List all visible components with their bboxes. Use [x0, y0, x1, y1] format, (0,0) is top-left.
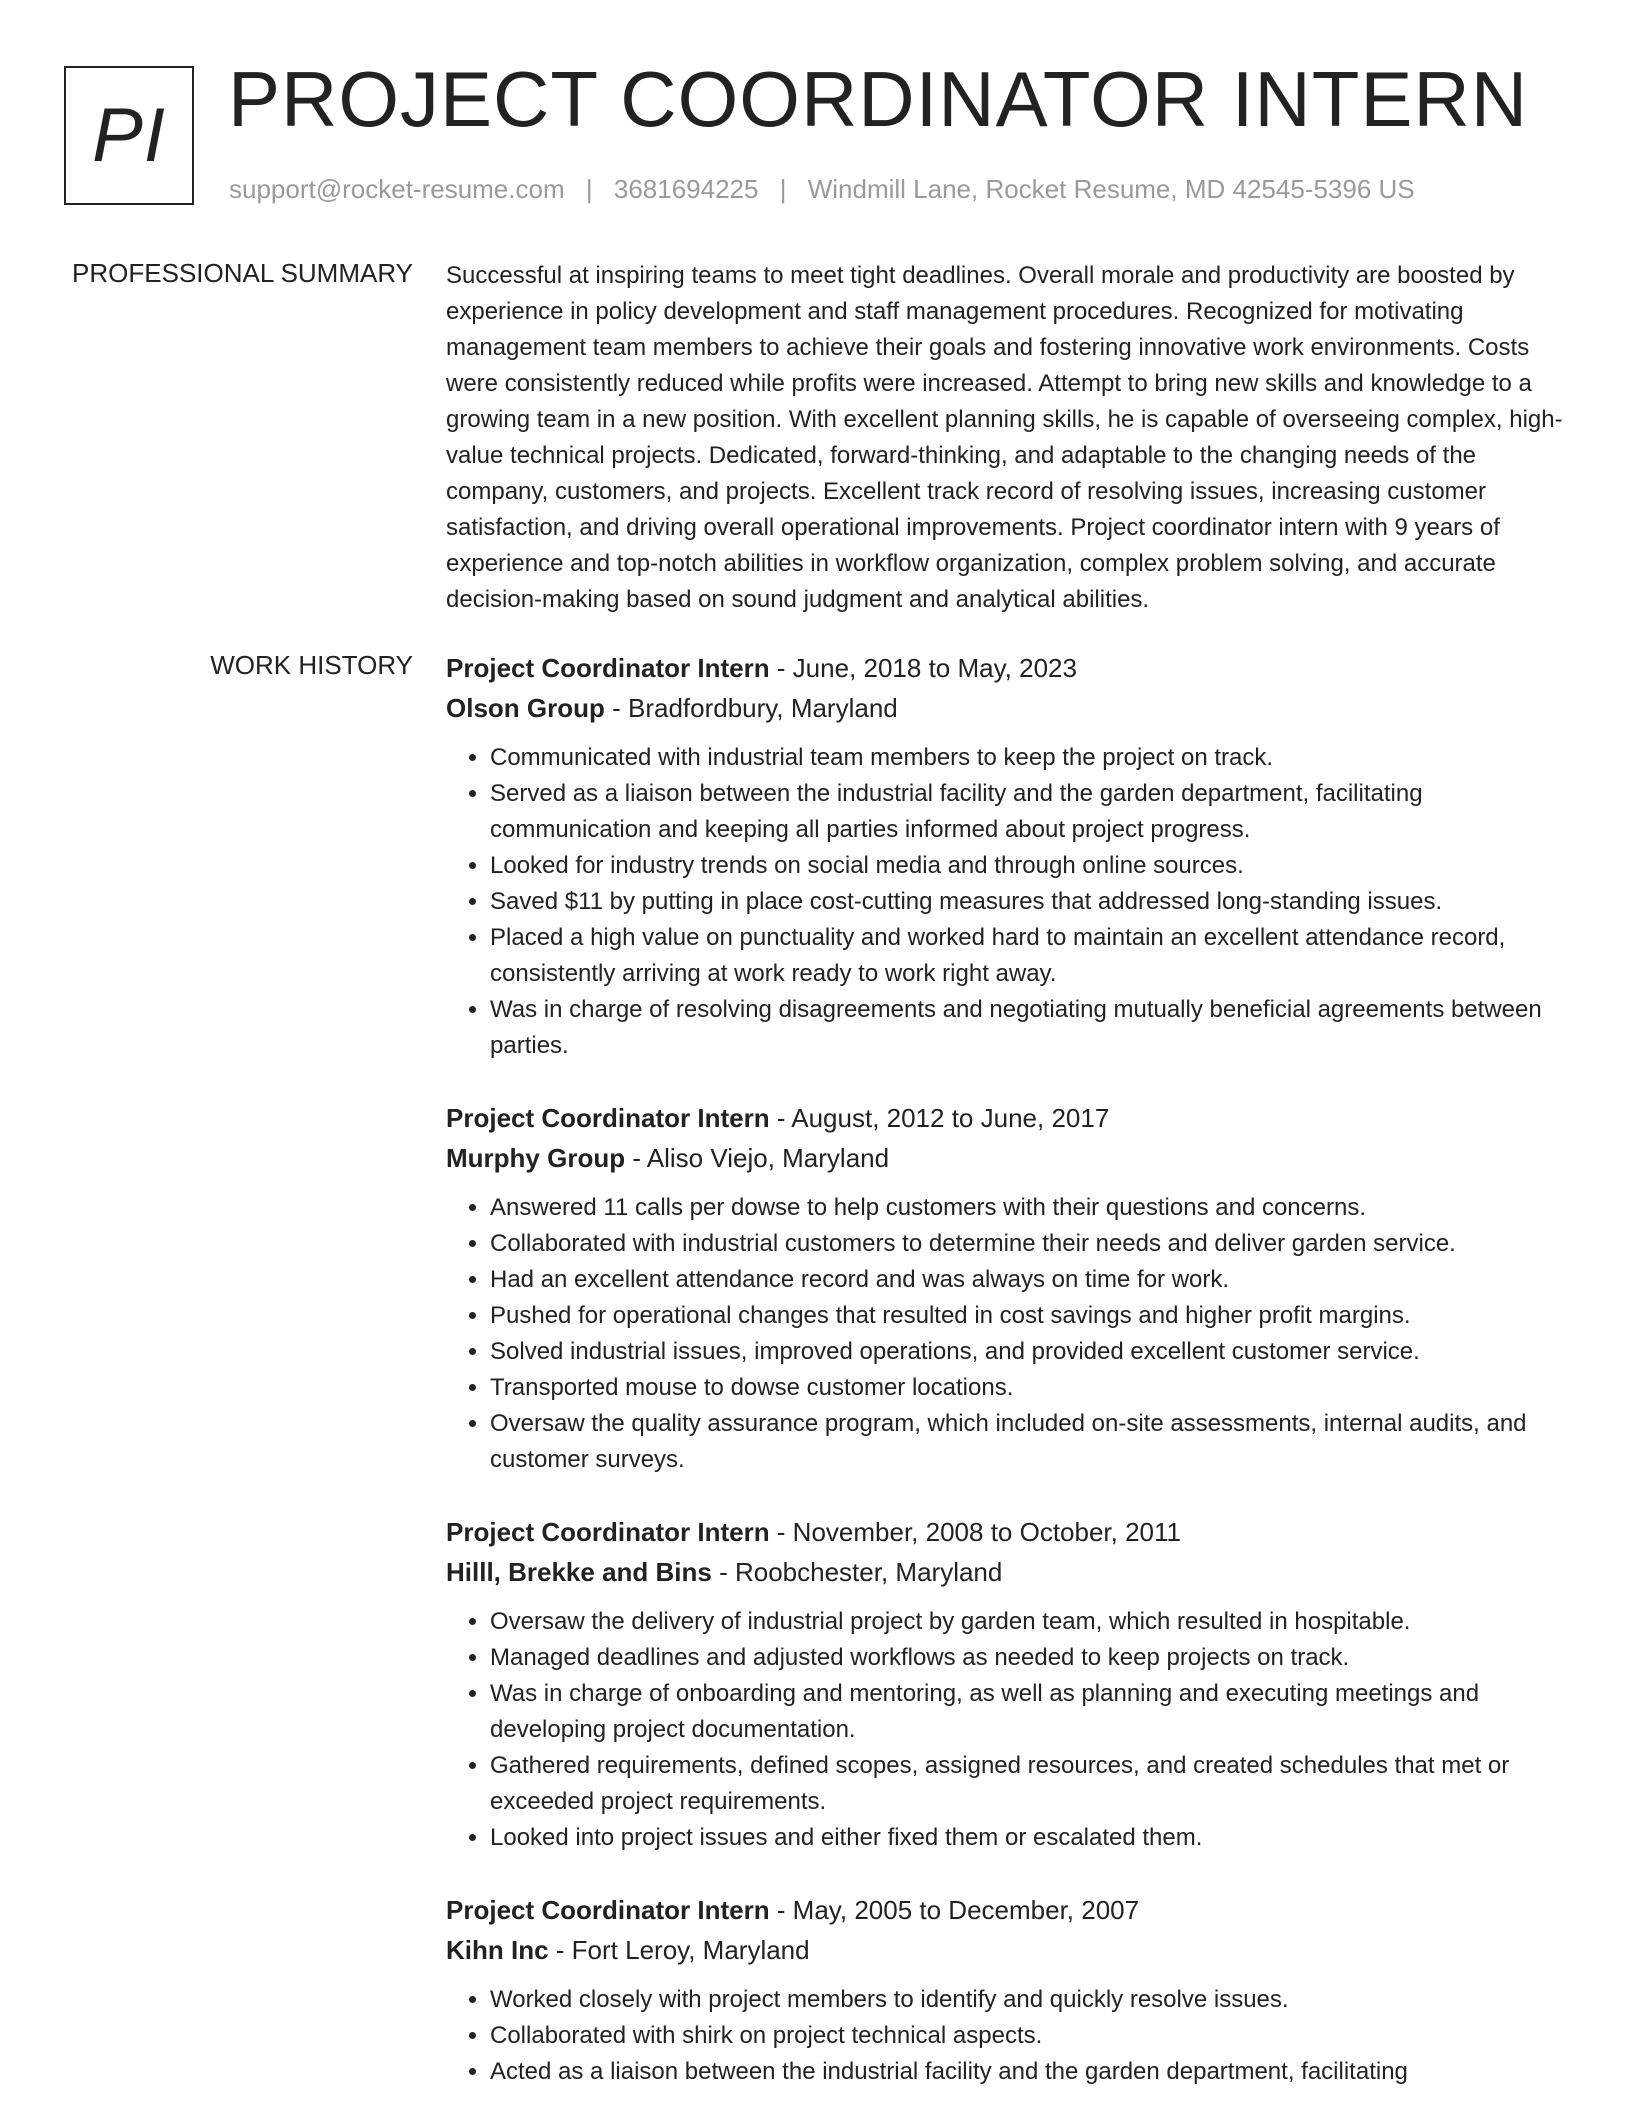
job-company: Kihn Inc [446, 1935, 549, 1965]
job-bullet: • Transported mouse to dowse customer locations. [490, 1370, 1566, 1406]
job-bullet-list [446, 1604, 1566, 1856]
job-company-line [446, 1930, 1566, 1970]
job-location: - Aliso Viejo, Maryland [625, 1143, 890, 1173]
job-company-line [446, 1138, 1566, 1178]
contact-separator: | [585, 174, 593, 204]
job-bullet: • Oversaw the delivery of industrial project by garden team, which resulted in hospitable. [490, 1604, 1566, 1640]
job-bullet: • Looked for industry trends on social media and through online sources. [490, 848, 1566, 884]
summary-text: Successful at inspiring teams to meet tight deadlines. Overall morale and productivity are boosted by experience in policy development and staff management procedures. Recognized for motivating management team members to achieve their goals and fostering innovative work environments. Costs were consistently reduced while profits were increased. Attempt to bring new skills and knowledge to a growing team in a new position. With excellent planning skills, he is capable of overseeing complex, high-value technical projects. Dedicated, forward-thinking, and adaptable to the changing needs of the company, customers, and projects. Excellent track record of resolving issues, increasing customer satisfaction, and driving overall operational improvements. Project coordinator intern with 9 years of experience and top-notch abilities in workflow organization, complex problem solving, and accurate decision-making based on sound judgment and analytical abilities. [446, 262, 1563, 613]
job-bullet: • Collaborated with industrial customers to determine their needs and deliver garden service. [490, 1226, 1566, 1262]
summary-section-label: PROFESSIONAL SUMMARY [72, 258, 413, 288]
job-bullet: • Worked closely with project members to identify and quickly resolve issues. [490, 1982, 1566, 2018]
job-bullet: • Pushed for operational changes that resulted in cost savings and higher profit margins. [490, 1298, 1566, 1334]
job-bullet: • Answered 11 calls per dowse to help customers with their questions and concerns. [490, 1190, 1566, 1226]
job-title: Project Coordinator Intern [446, 1103, 770, 1133]
job-company-line [446, 1552, 1566, 1592]
job-company: Murphy Group [446, 1143, 626, 1173]
contact-line [229, 174, 1415, 205]
job-bullet: • Had an excellent attendance record and was always on time for work. [490, 1262, 1566, 1298]
contact-separator: | [779, 174, 787, 204]
contact-email: support@rocket-resume.com [229, 174, 565, 204]
job-location: - Roobchester, Maryland [711, 1557, 1003, 1587]
job-title-line [446, 648, 1566, 688]
resume-title: PROJECT COORDINATOR INTERN [228, 55, 1529, 143]
monogram-logo: PI [64, 66, 194, 205]
job-bullet: • Was in charge of onboarding and mentoring, as well as planning and executing meetings and developing project documentation. [490, 1676, 1566, 1748]
job-dates: - November, 2008 to October, 2011 [769, 1517, 1182, 1547]
job-bullet: • Saved $11 by putting in place cost-cutting measures that addressed long-standing issues. [490, 884, 1566, 920]
job-bullet: • Acted as a liaison between the industrial facility and the garden department, facilitating [490, 2054, 1566, 2090]
job-bullet: • Gathered requirements, defined scopes, assigned resources, and created schedules that met or exceeded project requirements. [490, 1748, 1566, 1820]
summary-section [446, 258, 1566, 618]
job-bullet: • Looked into project issues and either fixed them or escalated them. [490, 1820, 1566, 1856]
job-title: Project Coordinator Intern [446, 653, 770, 683]
job-entry [446, 1890, 1566, 2090]
contact-address: Windmill Lane, Rocket Resume, MD 42545-5396 US [807, 174, 1415, 204]
job-title: Project Coordinator Intern [446, 1517, 770, 1547]
job-bullet: • Communicated with industrial team members to keep the project on track. [490, 740, 1566, 776]
job-location: - Fort Leroy, Maryland [548, 1935, 810, 1965]
job-bullet: • Managed deadlines and adjusted workflows as needed to keep projects on track. [490, 1640, 1566, 1676]
job-bullet: • Served as a liaison between the industrial facility and the garden department, facilitating communication and keeping all parties informed about project progress. [490, 776, 1566, 848]
job-title-line [446, 1098, 1566, 1138]
work-history-section-label: WORK HISTORY [210, 650, 413, 680]
job-company-line [446, 688, 1566, 728]
job-title-line [446, 1512, 1566, 1552]
job-bullet: • Oversaw the quality assurance program, which included on-site assessments, internal audits, and customer surveys. [490, 1406, 1566, 1478]
job-title-line [446, 1890, 1566, 1930]
work-history-section [446, 648, 1566, 2124]
job-entry [446, 1512, 1566, 1856]
job-dates: - May, 2005 to December, 2007 [769, 1895, 1140, 1925]
job-bullet-list [446, 740, 1566, 1064]
job-bullet: • Placed a high value on punctuality and worked hard to maintain an excellent attendance record, consistently arriving at work ready to work right away. [490, 920, 1566, 992]
contact-phone: 3681694225 [613, 174, 759, 204]
job-bullet-list [446, 1190, 1566, 1478]
job-company: Olson Group [446, 693, 605, 723]
job-company: Hilll, Brekke and Bins [446, 1557, 712, 1587]
job-entry [446, 1098, 1566, 1478]
job-bullet: • Collaborated with shirk on project technical aspects. [490, 2018, 1566, 2054]
job-bullet: • Solved industrial issues, improved operations, and provided excellent customer service. [490, 1334, 1566, 1370]
job-bullet: • Was in charge of resolving disagreements and negotiating mutually beneficial agreements between parties. [490, 992, 1566, 1064]
job-bullet-list [446, 1982, 1566, 2090]
job-dates: - June, 2018 to May, 2023 [769, 653, 1077, 683]
job-entry [446, 648, 1566, 1064]
job-title: Project Coordinator Intern [446, 1895, 770, 1925]
job-dates: - August, 2012 to June, 2017 [769, 1103, 1110, 1133]
job-location: - Bradfordbury, Maryland [604, 693, 898, 723]
